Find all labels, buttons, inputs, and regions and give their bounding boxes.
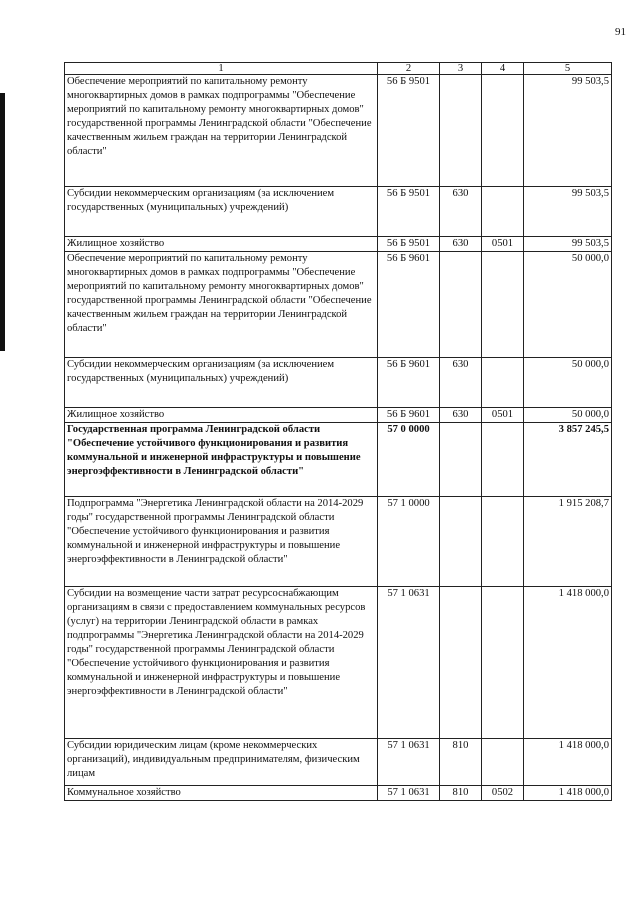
row-code: 56 Б 9501 xyxy=(378,237,440,252)
row-amount: 1 915 208,7 xyxy=(524,497,612,587)
row-type xyxy=(440,587,482,739)
row-code: 57 1 0631 xyxy=(378,786,440,801)
table-row xyxy=(65,786,612,801)
row-name: Субсидии юридическим лицам (кроме некоммерческих организаций), индивидуальным предпринимателям, физическим лицам xyxy=(65,739,378,786)
row-section xyxy=(482,358,524,408)
table-row xyxy=(65,237,612,252)
row-section xyxy=(482,739,524,786)
row-code: 56 Б 9601 xyxy=(378,408,440,423)
table-header-row xyxy=(65,63,612,75)
row-type: 630 xyxy=(440,187,482,237)
row-code: 57 1 0631 xyxy=(378,587,440,739)
table-row xyxy=(65,75,612,187)
row-code: 57 0 0000 xyxy=(378,423,440,497)
row-name: Субсидии некоммерческим организациям (за исключением государственных (муниципальных) учреждений) xyxy=(65,358,378,408)
header-col-1: 1 xyxy=(65,63,378,75)
table-row xyxy=(65,252,612,358)
header-col-3: 3 xyxy=(440,63,482,75)
row-code: 56 Б 9601 xyxy=(378,252,440,358)
row-name: Коммунальное хозяйство xyxy=(65,786,378,801)
row-amount: 50 000,0 xyxy=(524,408,612,423)
row-name: Обеспечение мероприятий по капитальному ремонту многоквартирных домов в рамках подпрограммы "Обеспечение мероприятий по капитальному ремонту многоквартирных домов" государственной программы Ленинградской области "Обеспечение качественным жильем граждан на территории Ленинградской области" xyxy=(65,75,378,187)
table-row xyxy=(65,497,612,587)
row-name: Обеспечение мероприятий по капитальному ремонту многоквартирных домов в рамках подпрограммы "Обеспечение мероприятий по капитальному ремонту многоквартирных домов" государственной программы Ленинградской области "Обеспечение качественным жильем граждан на территории Ленинградской области" xyxy=(65,252,378,358)
row-section: 0501 xyxy=(482,408,524,423)
row-section xyxy=(482,423,524,497)
row-name: Жилищное хозяйство xyxy=(65,408,378,423)
row-type: 630 xyxy=(440,408,482,423)
scan-edge-mark xyxy=(0,93,5,351)
row-type xyxy=(440,75,482,187)
row-amount: 3 857 245,5 xyxy=(524,423,612,497)
row-type xyxy=(440,497,482,587)
row-section xyxy=(482,587,524,739)
row-code: 56 Б 9501 xyxy=(378,187,440,237)
page-number: 91 xyxy=(615,26,626,38)
row-amount: 1 418 000,0 xyxy=(524,587,612,739)
row-code: 56 Б 9501 xyxy=(378,75,440,187)
row-section: 0501 xyxy=(482,237,524,252)
row-section xyxy=(482,187,524,237)
table-row xyxy=(65,358,612,408)
row-name: Субсидии на возмещение части затрат ресурсоснабжающим организациям в связи с предоставлением коммунальных ресурсов (услуг) на территории Ленинградской области в рамках подпрограммы "Энергетика Ленинградской области на 2014-2029 годы" государственной программы Ленинградской области "Обеспечение устойчивого функционирования и развития коммунальной и инженерной инфраструктуры и повышение энергоэффективности в Ленинградской области" xyxy=(65,587,378,739)
row-type: 810 xyxy=(440,739,482,786)
row-amount: 99 503,5 xyxy=(524,237,612,252)
row-type: 810 xyxy=(440,786,482,801)
row-amount: 99 503,5 xyxy=(524,187,612,237)
table-row xyxy=(65,408,612,423)
table-row xyxy=(65,423,612,497)
header-col-2: 2 xyxy=(378,63,440,75)
table-row xyxy=(65,587,612,739)
row-type xyxy=(440,252,482,358)
row-type: 630 xyxy=(440,358,482,408)
row-section: 0502 xyxy=(482,786,524,801)
budget-table xyxy=(64,62,612,801)
row-section xyxy=(482,497,524,587)
row-amount: 1 418 000,0 xyxy=(524,739,612,786)
row-type: 630 xyxy=(440,237,482,252)
table-row xyxy=(65,187,612,237)
row-amount: 50 000,0 xyxy=(524,358,612,408)
row-section xyxy=(482,75,524,187)
row-name: Субсидии некоммерческим организациям (за исключением государственных (муниципальных) учреждений) xyxy=(65,187,378,237)
row-code: 57 1 0000 xyxy=(378,497,440,587)
row-amount: 50 000,0 xyxy=(524,252,612,358)
row-name: Подпрограмма "Энергетика Ленинградской области на 2014-2029 годы" государственной программы Ленинградской области "Обеспечение устойчивого функционирования и развития коммунальной и инженерной инфраструктуры и повышение энергоэффективности в Ленинградской области" xyxy=(65,497,378,587)
row-name: Государственная программа Ленинградской области "Обеспечение устойчивого функционирования и развития коммунальной и инженерной инфраструктуры и повышение энергоэффективности в Ленинградской области" xyxy=(65,423,378,497)
header-col-5: 5 xyxy=(524,63,612,75)
row-code: 56 Б 9601 xyxy=(378,358,440,408)
row-name: Жилищное хозяйство xyxy=(65,237,378,252)
row-type xyxy=(440,423,482,497)
row-amount: 99 503,5 xyxy=(524,75,612,187)
header-col-4: 4 xyxy=(482,63,524,75)
table-row xyxy=(65,739,612,786)
row-code: 57 1 0631 xyxy=(378,739,440,786)
row-amount: 1 418 000,0 xyxy=(524,786,612,801)
row-section xyxy=(482,252,524,358)
